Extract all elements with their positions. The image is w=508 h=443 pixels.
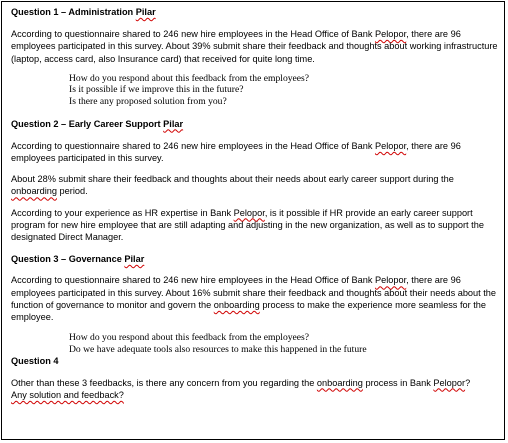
q1-question-item: Is it possible if we improve this in the future?: [69, 84, 244, 96]
q3-text-b: , there are 96 employees participated in this survey. About 16% submit share their feedback and thoughts about their needs about the function of governance to monitor and govern the: [11, 275, 497, 310]
q2-heading: [11, 118, 504, 130]
q2-bank-name: Pelopor: [374, 140, 407, 151]
q3-paragraph: [11, 274, 504, 323]
q4-heading: Question 4: [11, 356, 59, 367]
q2-bank-name-2: Pelopor: [233, 207, 265, 218]
q4-paragraph: [11, 377, 504, 401]
q4-text-c: ?: [465, 377, 471, 388]
q3-question-item: How do you respond about this feedback from the employees?: [69, 332, 310, 344]
q1-heading: [11, 6, 504, 18]
q2-text-c: About 28% submit share their feedback and thoughts about their needs about early career support during the: [11, 174, 454, 185]
q1-question-item: How do you respond about this feedback from the employees?: [69, 72, 310, 84]
q1-question-item: Is there any proposed solution from you?: [69, 96, 227, 107]
q4-bank-name: Pelopor: [433, 377, 466, 388]
q3-onboarding-word: onboarding: [213, 299, 260, 310]
q2-text-a: According to questionnaire shared to 246 new hire employees in the Head Office of Bank: [11, 140, 375, 151]
q2-text-f: , is it possible if HR provide an early career support program for new hire employee that are still adapting and adjusting in the new organization, as well as to support the designated Direct Manager.: [11, 207, 484, 243]
q1-paragraph: [11, 28, 504, 65]
q4-text-b: process in Bank: [362, 377, 434, 388]
q1-bank-name: Pelopor: [374, 29, 407, 40]
q3-question-item: Do we have adequate tools also resources to make this happened in the future: [69, 343, 367, 355]
q4-closing-question: Any solution and feedback?: [11, 389, 124, 400]
q2-onboarding-word: onboarding: [11, 186, 57, 197]
q1-text-a: According to questionnaire shared to 246 new hire employees in the Head Office of Bank: [11, 29, 375, 40]
q3-text-c: process to make the experience more seamless for the employee.: [11, 299, 486, 323]
q3-heading-text: Question 3 – Governance: [11, 254, 125, 265]
q2-heading-text: Question 2 – Early Career Support: [11, 118, 164, 129]
q1-text-b: , there are 96 employees participated in this survey. About 39% submit share their feedback and thoughts about working infrastructure (laptop, access card, also Insurance card) that received for quite long time.: [11, 29, 498, 64]
q3-bank-name: Pelopor: [374, 275, 407, 286]
q2-heading-pilar: Pilar: [163, 118, 184, 129]
q2-text-b: , there are 96 employees participated in this survey.: [11, 140, 461, 163]
q2-paragraph-3: [11, 207, 504, 244]
q1-question-list: [11, 73, 504, 108]
q3-heading-pilar: Pilar: [124, 254, 145, 265]
q4-onboarding-word: onboarding: [316, 377, 363, 388]
q2-text-d: period.: [56, 186, 88, 197]
q4-text-a: Other than these 3 feedbacks, is there any concern from you regarding the: [11, 377, 317, 388]
q3-text-a: According to questionnaire shared to 246 new hire employees in the Head Office of Bank: [11, 275, 375, 286]
q2-text-e: According to your experience as HR expertise in Bank: [11, 207, 234, 218]
q2-paragraph-2: [11, 173, 504, 197]
q3-heading: [11, 253, 504, 265]
q1-heading-text: Question 1 – Administration: [11, 7, 136, 17]
q3-question-list: [11, 332, 504, 355]
q2-paragraph-1: [11, 140, 504, 164]
q1-heading-pilar: Pilar: [135, 7, 156, 17]
document-page: [1, 1, 505, 440]
